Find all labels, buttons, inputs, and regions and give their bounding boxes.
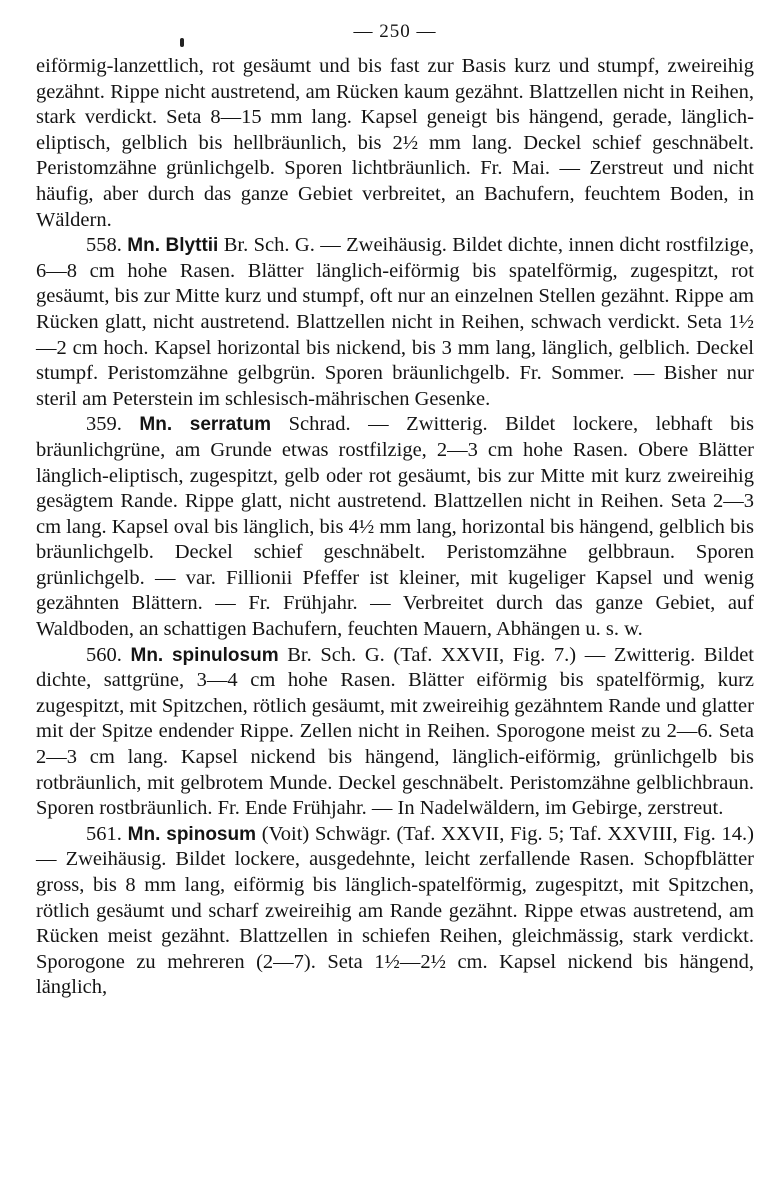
entry-number: 359. <box>86 413 122 436</box>
species-name: Mn. spinulosum <box>130 644 279 666</box>
paragraph-continuation <box>36 54 754 233</box>
paragraph-text: eiförmig-lanzettlich, rot gesäumt und bis fast zur Basis kurz und stumpf, zweireihig gezähnt. Rippe nicht austretend, am Rücken kaum gezähnt. Blattzellen nicht in Reihen, stark verdickt. Seta 8—15 mm lang. Kapsel geneigt bis hängend, gerade, länglich-eliptisch, gelblich bis hellbräunlich, bis 2½ mm lang. Deckel schief geschnäbelt. Peristomzähne grünlichgelb. Sporen lichtbräunlich. Fr. Mai. — Zerstreut und nicht häufig, aber durch das ganze Gebiet verbreitet, an Bachufern, feuchtem Boden, in Wäldern. <box>36 55 754 231</box>
species-name: Mn. Blyttii <box>127 235 219 257</box>
page-number: — 250 — <box>353 21 437 42</box>
entry-number: 558. <box>86 234 122 257</box>
species-name: Mn. serratum <box>139 414 272 436</box>
species-entry-561 <box>36 822 754 1001</box>
species-name: Mn. spinosum <box>127 823 256 845</box>
entry-text: Br. Sch. G. (Taf. XXVII, Fig. 7.) — Zwitterig. Bildet dichte, sattgrüne, 3—4 cm hohe Rasen. Blätter eiförmig bis spatelförmig, kurz zugespitzt, mit Spitzchen, rötlich gesäumt, mit zweireihig gezähntem Rande und glatter mit der Spitze endender Rippe. Zellen nicht in Reihen. Sporogone meist zu 2—6. Seta 2—3 cm lang. Kapsel nickend bis hängend, länglich-eiförmig, grünlichgelb bis rotbräunlich, mit gelbrotem Munde. Deckel geschnäbelt. Peristomzähne gelblichbraun. Sporen rostbräunlich. Fr. Ende Frühjahr. — In Nadelwäldern, im Gebirge, zerstreut. <box>36 643 754 820</box>
entry-text: Schrad. — Zwitterig. Bildet lockere, lebhaft bis bräunlichgrüne, am Grunde etwas rostfilzige, 2—3 cm hohe Rasen. Obere Blätter länglich-eliptisch, zugespitzt, gelb oder rot gesäumt, bis zur Mitte mit kurz zweireihig gesägtem Rande. Rippe glatt, nicht austretend. Blattzellen nicht in Reihen. Seta 2—3 cm lang. Kapsel oval bis länglich, bis 4½ mm lang, horizontal bis hängend, gelblich bis bräunlichgelb. Deckel schief geschnäbelt. Peristomzähne gelbbraun. Sporen grünlichgelb. — var. Fillionii Pfeffer ist kleiner, mit kugeliger Kapsel und wenig gezähnten Blättern. — Fr. Frühjahr. — Verbreitet durch das ganze Gebiet, auf Waldboden, an schattigen Bachufern, feuchten Mauern, Abhängen u. s. w. <box>36 413 755 641</box>
species-entry-558 <box>36 233 754 412</box>
species-entry-359 <box>36 412 754 642</box>
entry-number: 560. <box>86 643 122 666</box>
entry-number: 561. <box>86 822 122 845</box>
entry-text: Br. Sch. G. — Zweihäusig. Bildet dichte, innen dicht rostfilzige, 6—8 cm hohe Rasen. Blätter länglich-eiförmig bis spatelförmig, zugespitzt, rot gesäumt, bis zur Mitte kurz und stumpf, oft nur an einzelnen Stellen gezähnt. Rippe am Rücken glatt, nicht austretend. Blattzellen nicht in Reihen, schwach verdickt. Seta 1½—2 cm hoch. Kapsel horizontal bis nickend, bis 3 mm lang, länglich, gelblich. Deckel stumpf. Peristomzähne gelbgrün. Sporen bräunlichgelb. Fr. Sommer. — Bisher nur steril am Peterstein im schlesisch-mährischen Gesenke. <box>36 234 754 410</box>
entry-text: (Voit) Schwägr. (Taf. XXVII, Fig. 5; Taf. XXVIII, Fig. 14.) — Zweihäusig. Bildet lockere, ausgedehnte, leicht zerfallende Rasen. Schopfblätter gross, bis 8 mm lang, eiförmig bis länglich-spatelförmig, zugespitzt, mit Spitzchen, rötlich gesäumt und scharf zweireihig am Rande gezähnt. Rippe etwas austretend, am Rücken meist gezähnt. Blattzellen in schiefen Reihen, gleichmässig, stark verdickt. Sporogone zu mehreren (2—7). Seta 1½—2½ cm. Kapsel nickend bis hängend, länglich, <box>36 822 755 999</box>
species-entry-560 <box>36 643 754 822</box>
print-speck <box>180 38 184 47</box>
